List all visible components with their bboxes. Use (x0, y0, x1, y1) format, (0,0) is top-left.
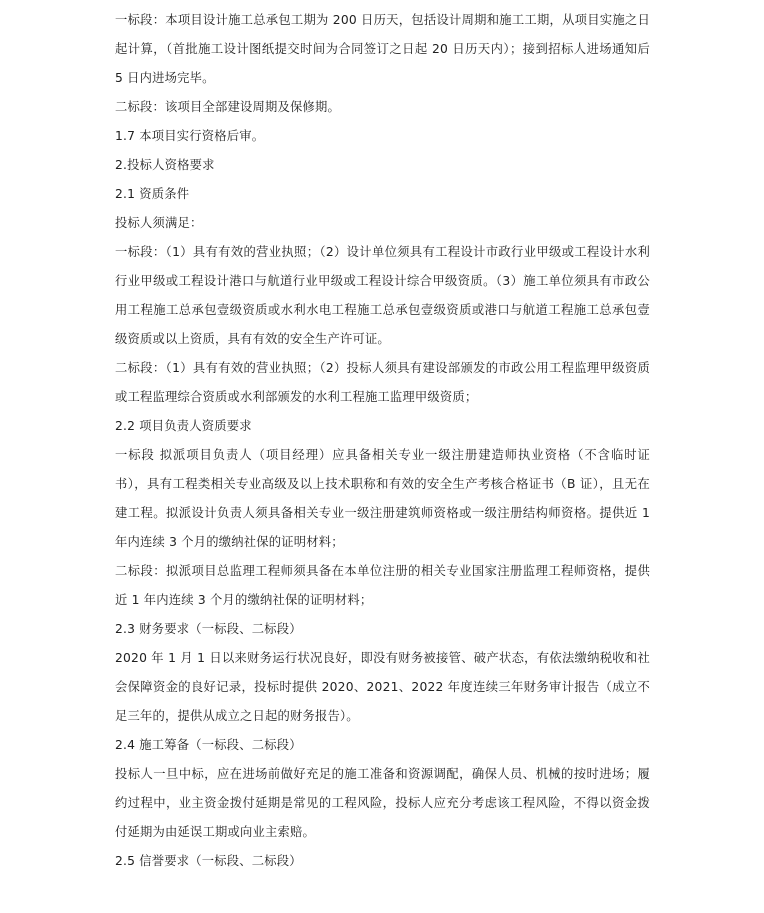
heading-project-lead-requirements: 2.2 项目负责人资质要求 (115, 419, 252, 433)
paragraph-section-2-period: 二标段：该项目全部建设周期及保修期。 (115, 100, 340, 114)
paragraph-section-1-qualification: 一标段：（1）具有有效的营业执照；（2）设计单位须具有工程设计市政行业甲级或工程设计水利行业甲级或工程设计港口与航道行业甲级或工程设计综合甲级资质。（3）施工单位须具有市政公用工程施工总承包壹级资质或水利水电工程施工总承包壹级资质或港口与航道工程施工总承包壹级资质或以上资质，具有有效的安全生产许可证。 (115, 245, 650, 346)
heading-construction-preparation: 2.4 施工筹备（一标段、二标段） (115, 738, 302, 752)
paragraph-section-1-project-lead: 一标段 拟派项目负责人（项目经理）应具备相关专业一级注册建造师执业资格（不含临时证书），具有工程类相关专业高级及以上技术职称和有效的安全生产考核合格证书（B 证），且无在建工程。拟派设计负责人须具备相关专业一级注册建筑师资格或一级注册结构师资格。提供近 1 年内连续 3 个月的缴纳社保的证明材料； (115, 448, 650, 549)
paragraph-prequalification: 1.7 本项目实行资格后审。 (115, 129, 265, 143)
paragraph-construction-preparation: 投标人一旦中标，应在进场前做好充足的施工准备和资源调配，确保人员、机械的按时进场；履约过程中，业主资金拨付延期是常见的工程风险，投标人应充分考虑该工程风险，不得以资金拨付延期为由延误工期或向业主索赔。 (115, 767, 650, 839)
heading-bidder-qualification: 2.投标人资格要求 (115, 158, 215, 172)
paragraph-section-2-project-lead: 二标段：拟派项目总监理工程师须具备在本单位注册的相关专业国家注册监理工程师资格，提供近 1 年内连续 3 个月的缴纳社保的证明材料； (115, 564, 650, 607)
heading-credit-requirements: 2.5 信誉要求（一标段、二标段） (115, 854, 302, 868)
heading-financial-requirements: 2.3 财务要求（一标段、二标段） (115, 622, 302, 636)
paragraph-section-2-qualification: 二标段：（1）具有有效的营业执照；（2）投标人须具有建设部颁发的市政公用工程监理甲级资质或工程监理综合资质或水利部颁发的水利工程施工监理甲级资质； (115, 361, 650, 404)
paragraph-financial-requirements: 2020 年 1 月 1 日以来财务运行状况良好，即没有财务被接管、破产状态，有依法缴纳税收和社会保障资金的良好记录，投标时提供 2020、2021、2022 年度连续三年财务审计报告（成立不足三年的，提供从成立之日起的财务报告）。 (115, 651, 650, 723)
paragraph-bidder-must-meet: 投标人须满足： (115, 216, 203, 230)
heading-qualification-conditions: 2.1 资质条件 (115, 187, 190, 201)
document-body (115, 6, 650, 876)
paragraph-section-1-schedule: 一标段：本项目设计施工总承包工期为 200 日历天，包括设计周期和施工工期，从项目实施之日起计算，（首批施工设计图纸提交时间为合同签订之日起 20 日历天内）；接到招标人进场通知后 5 日内进场完毕。 (115, 13, 650, 85)
